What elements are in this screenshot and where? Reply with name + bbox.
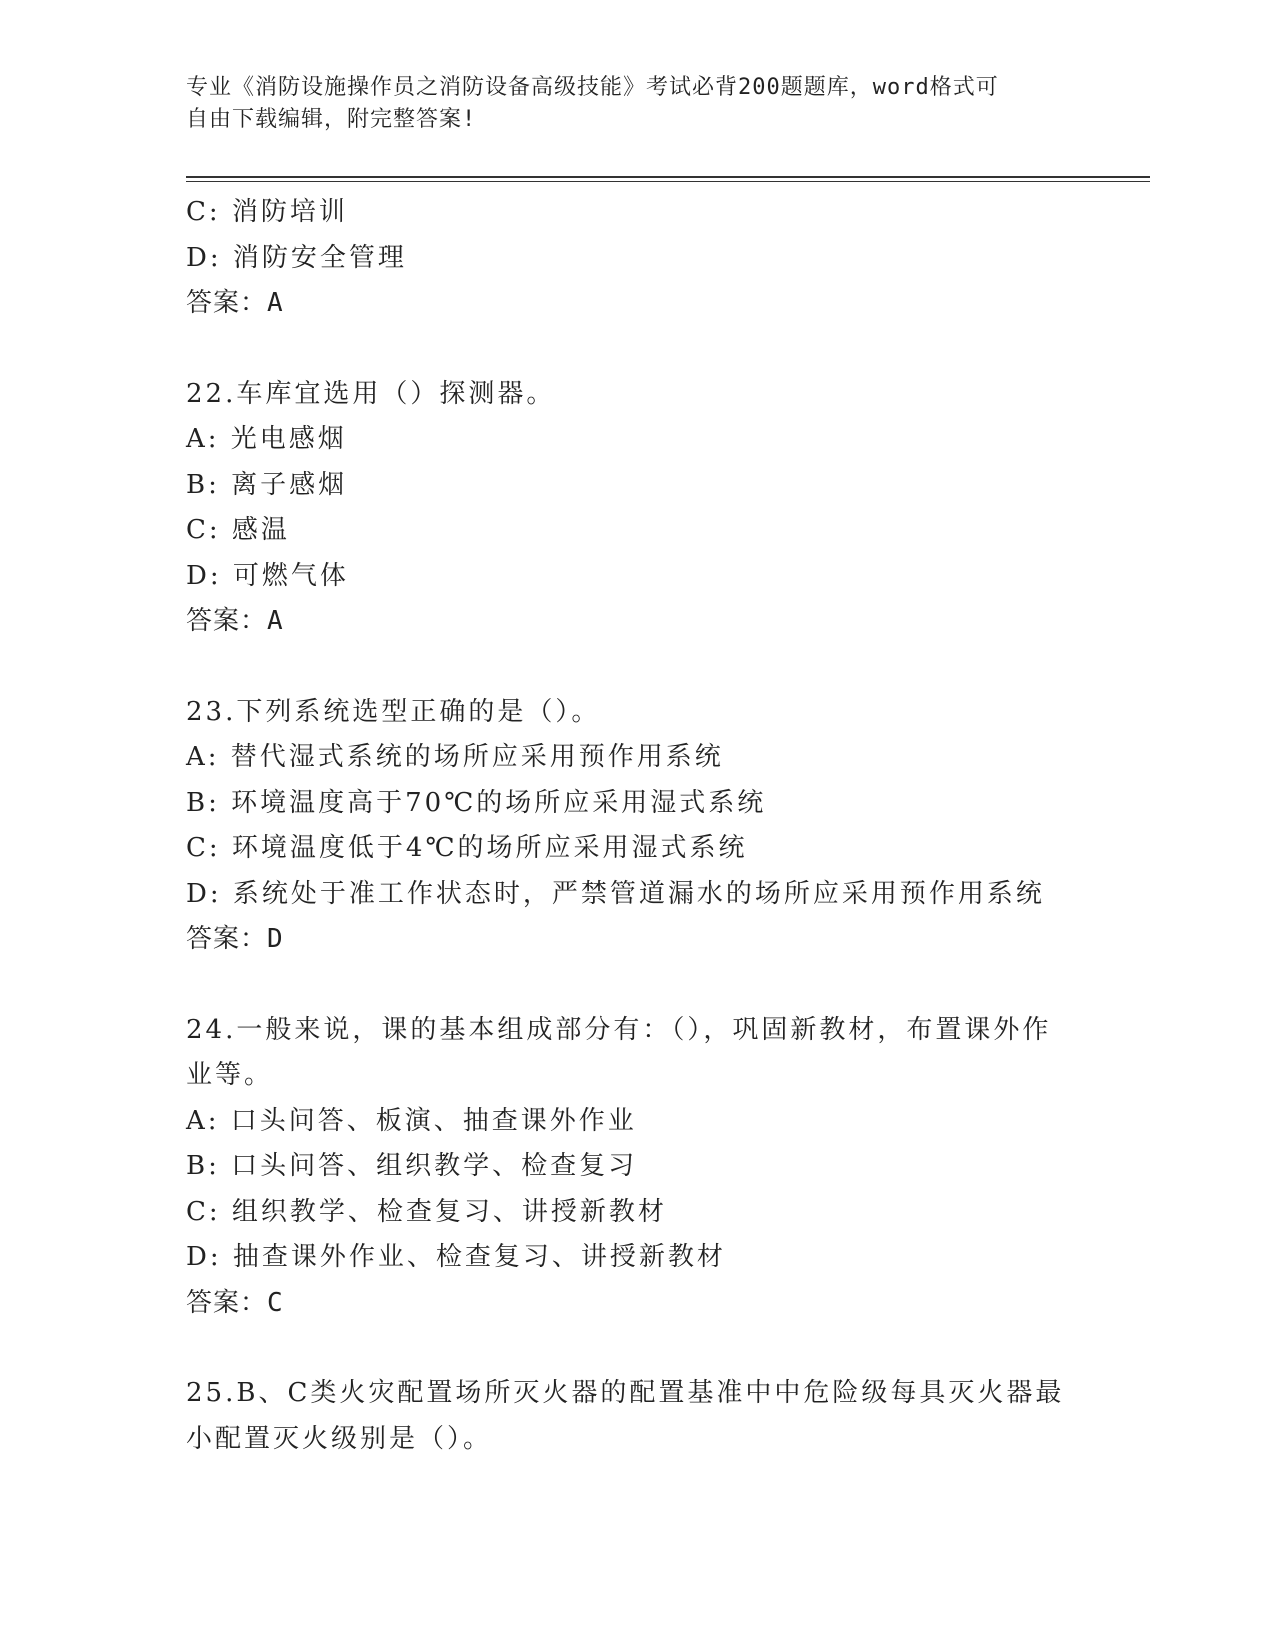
page-header — [186, 72, 1066, 136]
option-c: C: 组织教学、检查复习、讲授新教材 — [186, 1196, 667, 1227]
option-d: D: 系统处于准工作状态时，严禁管道漏水的场所应采用预作用系统 — [186, 878, 1045, 909]
option-a: A: 口头问答、板演、抽查课外作业 — [186, 1105, 637, 1136]
option-d: D: 消防安全管理 — [186, 242, 407, 273]
question-stem: 23.下列系统选型正确的是（）。 — [186, 696, 601, 727]
answer-line: 答案：C — [186, 1287, 284, 1318]
answer-line: 答案：A — [186, 288, 284, 318]
option-d: D: 可燃气体 — [186, 560, 349, 591]
option-b: B: 离子感烟 — [186, 469, 348, 500]
header-divider-thick — [186, 176, 1150, 178]
header-line-2: 自由下载编辑，附完整答案! — [186, 107, 477, 132]
option-c: C: 消防培训 — [186, 197, 348, 227]
question-block-25 — [186, 1371, 1086, 1462]
option-a: A: 替代湿式系统的场所应采用预作用系统 — [186, 742, 724, 772]
spacer — [186, 327, 1086, 372]
spacer — [186, 963, 1086, 1008]
question-list — [186, 190, 1086, 1462]
spacer — [186, 645, 1086, 690]
answer-line: 答案：A — [186, 606, 284, 636]
header-divider-thin — [186, 181, 1150, 182]
question-block-21 — [186, 190, 1086, 327]
question-stem: 22.车库宜选用（）探测器。 — [186, 378, 556, 409]
option-b: B: 口头问答、组织教学、检查复习 — [186, 1151, 638, 1181]
question-stem: 24.一般来说，课的基本组成部分有：（），巩固新教材，布置课外作业等。 — [186, 1014, 1052, 1090]
option-a: A: 光电感烟 — [186, 424, 347, 454]
question-block-23 — [186, 690, 1086, 963]
question-stem: 25.B、C类火灾配置场所灭火器的配置基准中中危险级每具灭火器最小配置灭火级别是（）。 — [186, 1378, 1065, 1454]
question-block-24 — [186, 1008, 1086, 1327]
header-line-1: 专业《消防设施操作员之消防设备高级技能》考试必背200题题库，word格式可 — [186, 75, 999, 100]
question-block-22 — [186, 372, 1086, 645]
answer-line: 答案：D — [186, 924, 284, 954]
spacer — [186, 1326, 1086, 1371]
option-c: C: 感温 — [186, 515, 290, 545]
option-c: C: 环境温度低于4℃的场所应采用湿式系统 — [186, 833, 748, 863]
option-d: D: 抽查课外作业、检查复习、讲授新教材 — [186, 1242, 726, 1272]
option-b: B: 环境温度高于70℃的场所应采用湿式系统 — [186, 787, 767, 818]
